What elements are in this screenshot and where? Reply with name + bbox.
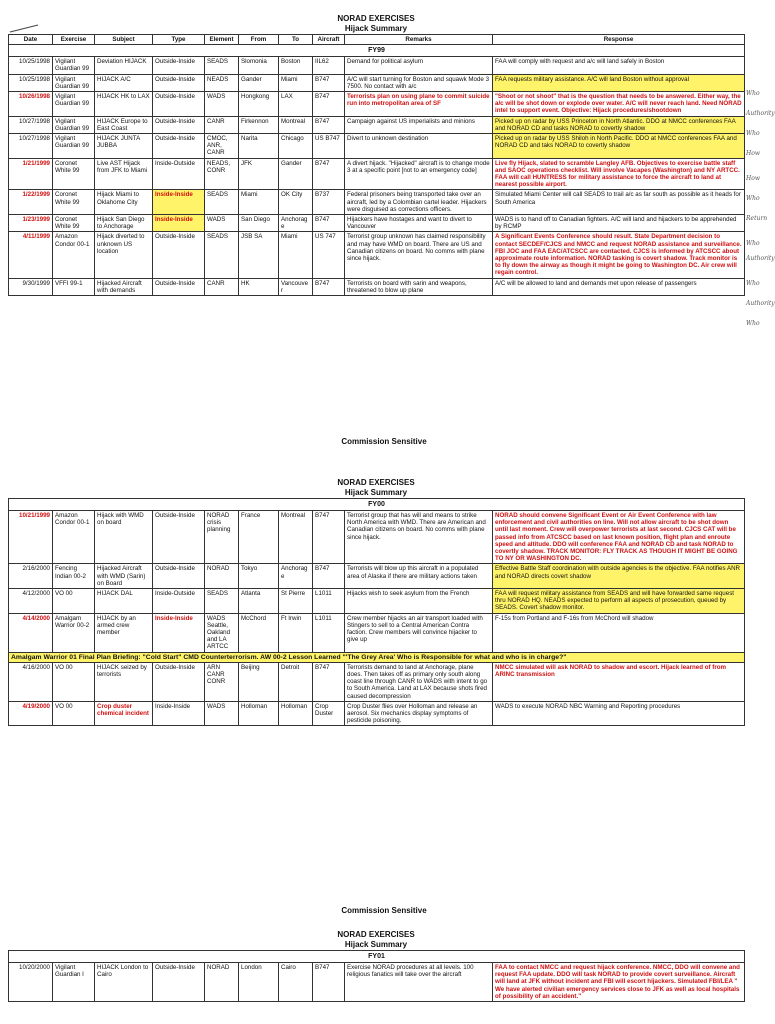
cell-response: FAA to contact NMCC and request hijack conference. NMCC, DDO will convene and request FAA update. DDO will task NORAD to provide covert surveillance. Aircraft will land at JFK without incident and FBI will escort hijackers. Simulated FBI/LEA " We have alerted civilian emergency services close to JFK as well as local hospitals of possibility of an accident." (493, 963, 745, 1002)
cell-to: LAX (279, 92, 313, 117)
margin-note: Who (746, 280, 760, 287)
cell-subject: Hijacked Aircraft with demands (95, 278, 153, 295)
cell-exercise: Vigilant Guardian 99 (53, 116, 95, 133)
cell-response: WADS is to hand off to Canadian fighters. A/C will land and hijackers to be apprehended by RCMP (493, 215, 745, 232)
cell-element: WADS (205, 215, 239, 232)
cell-remarks: Terrorist group that has will and means to strike North America with WMD. There are American and Canadian citizens on board. No comms with plane since hijack. (345, 511, 493, 564)
cell-remarks: Terrorists on board with sarin and weapons, threatened to blow up plane (345, 278, 493, 295)
cell-type: Outside-Inside (153, 278, 205, 295)
margin-note: Who (746, 240, 760, 247)
cell-exercise: Vigilant Guardian 99 (53, 134, 95, 159)
col-subject: Subject (95, 35, 153, 45)
cell-subject: Hijack diverted to unknown US location (95, 232, 153, 278)
cell-from: Atlanta (239, 589, 279, 614)
fy-label: FY99 (9, 45, 745, 57)
cell-to: St Pierre (279, 589, 313, 614)
cell-from: Beijing (239, 662, 279, 701)
cell-type: Outside-Inside (153, 74, 205, 91)
cell-element: ARN CANR CONR (205, 662, 239, 701)
cell-element: NORAD crisis planning (205, 511, 239, 564)
cell-date: 1/23/1999 (9, 215, 53, 232)
cell-date: 4/12/2000 (9, 589, 53, 614)
cell-date: 9/30/1999 (9, 278, 53, 295)
cell-from: McChord (239, 613, 279, 652)
cell-subject: HIJACK by an armed crew member (95, 613, 153, 652)
table-row (9, 215, 745, 232)
cell-type: Outside-Inside (153, 564, 205, 589)
cell-element: CMOC, ANR, CANR (205, 134, 239, 159)
cell-response: Effective Battle Staff coordination with outside agencies is the objective. FAA notifies ANR and NORAD directs covert shadow (493, 564, 745, 589)
margin-note: Authority (746, 300, 775, 307)
fy00-section (8, 478, 744, 726)
col-date: Date (9, 35, 53, 45)
cell-subject: Hijacked Aircraft with WMD (Sarin) on Board (95, 564, 153, 589)
cell-subject: Crop duster chemical incident (95, 701, 153, 726)
cell-from: Slomonia (239, 57, 279, 74)
cell-remarks: Hijackers have hostages and want to divert to Vancouver (345, 215, 493, 232)
col-type: Type (153, 35, 205, 45)
cell-response: NMCC simulated will ask NORAD to shadow and escort. Hijack learned of from ARINC transmission (493, 662, 745, 701)
fy-label: FY01 (9, 951, 745, 963)
lesson-learned-band (9, 652, 745, 662)
table-row (9, 613, 745, 652)
cell-exercise: VO 00 (53, 701, 95, 726)
table-row (9, 92, 745, 117)
table-row (9, 134, 745, 159)
cell-from: London (239, 963, 279, 1002)
cell-type: Outside-Inside (153, 57, 205, 74)
cell-date: 4/19/2000 (9, 701, 53, 726)
col-response: Response (493, 35, 745, 45)
cell-subject: Live AST Hijack from JFK to Miami (95, 158, 153, 190)
cell-element: WADS (205, 701, 239, 726)
cell-from: JSB SA (239, 232, 279, 278)
cell-to: Miami (279, 74, 313, 91)
cell-exercise: VO 00 (53, 662, 95, 701)
margin-note: How (746, 175, 760, 182)
margin-note: Authority (746, 110, 775, 117)
cell-remarks: Divert to unknown destination (345, 134, 493, 159)
cell-remarks: Terrorists will blow up this aircraft in a populated area of Alaska if there are military actions taken (345, 564, 493, 589)
margin-note: Return (746, 215, 768, 222)
cell-element: CANR (205, 116, 239, 133)
table-row (9, 589, 745, 614)
cell-type: Outside-Inside (153, 232, 205, 278)
cell-aircraft: B747 (313, 662, 345, 701)
cell-from: Narita (239, 134, 279, 159)
cell-response: Picked up on radar by USS Princeton in North Atlantic. DDO at NMCC conferences FAA and NORAD CD and tasks NORAD to covertly shadow (493, 116, 745, 133)
cell-to: Ft Irwin (279, 613, 313, 652)
cell-to: Cairo (279, 963, 313, 1002)
cell-exercise: Coronet White 99 (53, 158, 95, 190)
cell-exercise: Coronet White 99 (53, 215, 95, 232)
cell-subject: HIJACK London to Cairo (95, 963, 153, 1002)
cell-subject: HIJACK JUNTA JUBBA (95, 134, 153, 159)
cell-date: 4/14/2000 (9, 613, 53, 652)
cell-exercise: Vigilant Guardian 99 (53, 57, 95, 74)
cell-to: Detroit (279, 662, 313, 701)
cell-date: 10/20/2000 (9, 963, 53, 1002)
cell-to: Vancouver (279, 278, 313, 295)
cell-date: 10/25/1998 (9, 57, 53, 74)
cell-aircraft: B747 (313, 278, 345, 295)
cell-type: Outside-Inside (153, 92, 205, 117)
cell-subject: HIJACK DAL (95, 589, 153, 614)
cell-date: 1/22/1999 (9, 190, 53, 215)
cell-exercise: Vigilant Guardian 99 (53, 92, 95, 117)
cell-remarks: Exercise NORAD procedures at all levels. 100 religious fanatics will take over the aircraft (345, 963, 493, 1002)
cell-element: CANR (205, 278, 239, 295)
page-title: NORAD EXERCISES (337, 930, 415, 939)
table-row (9, 116, 745, 133)
cell-subject: HIJACK seized by terrorists (95, 662, 153, 701)
table-row (9, 511, 745, 564)
cell-to: Miami (279, 232, 313, 278)
table-row (9, 190, 745, 215)
cell-response: A Significant Events Conference should result. State Department decision to contact SECDEF/CJCS and NMCC and request NORAD assistance and surveillance. FBI JOC and FAA EAC/ATCSCC are contacted. CJCS is informed by ATCSCC about approximate route information. NORAD tasking is covert shadow. Track monitor is to fly down the airway as though it might be going to Washington DC. Air crew will regain control. (493, 232, 745, 278)
cell-to: Gander (279, 158, 313, 190)
cell-aircraft: B747 (313, 92, 345, 117)
cell-remarks: Terrorists demand to land at Anchorage, plane does. Then takes off as primary only south along coast line through CANR to WADS with intent to go to South America. Land at LAX because shots fired caused decompression (345, 662, 493, 701)
cell-exercise: Coronet White 99 (53, 190, 95, 215)
cell-response: "Shoot or not shoot" that is the question that needs to be answered. Either way, the a/c will be shot down or explode over water. A/C will never reach land. Need NORAD intel to support event. Objective: Hijack procedures/shootdown (493, 92, 745, 117)
cell-to: Montreal (279, 116, 313, 133)
cell-remarks: Hijacks wish to seek asylum from the French (345, 589, 493, 614)
cell-type: Outside-Inside (153, 662, 205, 701)
cell-type: Inside-Inside (153, 215, 205, 232)
cell-date: 1/21/1999 (9, 158, 53, 190)
cell-subject: Hijack San Diego to Anchorage (95, 215, 153, 232)
cell-date: 10/21/1999 (9, 511, 53, 564)
fy00-table (8, 498, 745, 726)
fy01-table (8, 950, 745, 1002)
cell-remarks: Demand for political asylum (345, 57, 493, 74)
cell-subject: Deviation HIJACK (95, 57, 153, 74)
cell-type: Outside-Inside (153, 511, 205, 564)
table-row (9, 232, 745, 278)
cell-from: HK (239, 278, 279, 295)
column-header-row (9, 35, 745, 45)
cell-aircraft: B747 (313, 158, 345, 190)
cell-response: WADS to execute NORAD NBC Warning and Reporting procedures (493, 701, 745, 726)
cell-date: 10/25/1998 (9, 74, 53, 91)
margin-note: How (746, 150, 760, 157)
cell-type: Inside-Outside (153, 158, 205, 190)
cell-element: NORAD (205, 963, 239, 1002)
margin-note: Who (746, 130, 760, 137)
cell-date: 4/11/1999 (9, 232, 53, 278)
cell-aircraft: B747 (313, 963, 345, 1002)
cell-to: Anchorage (279, 215, 313, 232)
fy-label: FY00 (9, 499, 745, 511)
cell-subject: Hijack Miami to Oklahome City (95, 190, 153, 215)
cell-type: Outside-Inside (153, 134, 205, 159)
cell-to: Chicago (279, 134, 313, 159)
cell-aircraft: B737 (313, 190, 345, 215)
cell-to: Anchorage (279, 564, 313, 589)
cell-date: 4/16/2000 (9, 662, 53, 701)
cell-element: NORAD (205, 564, 239, 589)
cell-from: France (239, 511, 279, 564)
cell-remarks: Crew member hijacks an air transport loaded with Stingers to sell to a Central American Contra faction. Crew members will convince hijacker to give up (345, 613, 493, 652)
cell-response: FAA will comply with request and a/c will land safely in Boston (493, 57, 745, 74)
cell-from: Tokyo (239, 564, 279, 589)
cell-exercise: VFFI 99-1 (53, 278, 95, 295)
cell-type: Inside-Inside (153, 613, 205, 652)
fy01-section (8, 930, 744, 1002)
cell-response: FAA requests military assistance. A/C will land Boston without approval (493, 74, 745, 91)
table-row (9, 564, 745, 589)
page-title: NORAD EXERCISES (337, 478, 415, 487)
table-row (9, 963, 745, 1002)
commission-sensitive-label: Commission Sensitive (341, 437, 427, 446)
table-row (9, 662, 745, 701)
col-from: From (239, 35, 279, 45)
cell-from: Firkennon (239, 116, 279, 133)
cell-to: Boston (279, 57, 313, 74)
cell-aircraft: L1011 (313, 613, 345, 652)
margin-note: Authority (746, 255, 775, 262)
cell-remarks: Crop Duster flies over Holloman and release an aerosol. Six mechanics display symptoms of pesticide poisoning. (345, 701, 493, 726)
cell-element: NEADS, CONR (205, 158, 239, 190)
cell-exercise: Vigilant Guardian 99 (53, 74, 95, 91)
cell-date: 10/26/1998 (9, 92, 53, 117)
cell-element: SEADS (205, 57, 239, 74)
cell-aircraft: L1011 (313, 589, 345, 614)
cell-response: Picked up on radar by USS Shiloh in North Pacific. DDO at NMCC conferences FAA and NORAD CD and taks NORAD to covertly shadow (493, 134, 745, 159)
margin-note: Who (746, 320, 760, 327)
cell-element: NEADS (205, 74, 239, 91)
cell-from: Holloman (239, 701, 279, 726)
fy99-section (8, 14, 744, 296)
cell-exercise: Amalgam Warrior 00-2 (53, 613, 95, 652)
col-exercise: Exercise (53, 35, 95, 45)
cell-exercise: Vigilant Guardian I (53, 963, 95, 1002)
col-remarks: Remarks (345, 35, 493, 45)
col-element: Element (205, 35, 239, 45)
cell-aircraft: IIL62 (313, 57, 345, 74)
cell-type: Inside-Inside (153, 701, 205, 726)
cell-to: OK City (279, 190, 313, 215)
cell-remarks: A divert hijack. "Hijacked" aircraft is to change mode 3 at a specific point [not to an emergency code] (345, 158, 493, 190)
margin-note: Who (746, 90, 760, 97)
cell-remarks: Terrorists plan on using plane to commit suicide run into metropolitan area of SF (345, 92, 493, 117)
cell-element: WADS (205, 92, 239, 117)
cell-aircraft: B747 (313, 116, 345, 133)
commission-sensitive-label: Commission Sensitive (341, 906, 427, 915)
cell-element: SEADS (205, 232, 239, 278)
cell-subject: HIJACK Europe to East Coast (95, 116, 153, 133)
cell-remarks: Campaign against US imperialists and minions (345, 116, 493, 133)
cell-aircraft: B747 (313, 74, 345, 91)
cell-response: Simulated Miami Center will call SEADS to trail a/c as far south as possible as it heads for South America (493, 190, 745, 215)
cell-date: 10/27/1998 (9, 116, 53, 133)
cell-to: Holloman (279, 701, 313, 726)
cell-aircraft: B747 (313, 511, 345, 564)
table-row (9, 278, 745, 295)
cell-aircraft: US B747 (313, 134, 345, 159)
cell-to: Montreal (279, 511, 313, 564)
cell-type: Outside-Inside (153, 116, 205, 133)
cell-exercise: Fencing Indian 00-2 (53, 564, 95, 589)
cell-type: Inside-Outside (153, 589, 205, 614)
cell-from: JFK (239, 158, 279, 190)
cell-aircraft: B747 (313, 215, 345, 232)
fy99-table (8, 34, 745, 296)
cell-exercise: Amazon Condor 00-1 (53, 511, 95, 564)
cell-subject: Hijack with WMD on board (95, 511, 153, 564)
cell-type: Outside-Inside (153, 963, 205, 1002)
cell-from: San Diego (239, 215, 279, 232)
cell-aircraft: US 747 (313, 232, 345, 278)
cell-response: F-15s from Portland and F-16s from McChord will shadow (493, 613, 745, 652)
page-subtitle: Hijack Summary (344, 940, 408, 949)
col-aircraft: Aircraft (313, 35, 345, 45)
cell-exercise: Amazon Condor 00-1 (53, 232, 95, 278)
page-subtitle: Hijack Summary (344, 24, 408, 33)
page-title: NORAD EXERCISES (337, 14, 415, 23)
cell-from: Hongkong (239, 92, 279, 117)
cell-aircraft: B747 (313, 564, 345, 589)
table-row (9, 158, 745, 190)
table-row (9, 57, 745, 74)
cell-remarks: Federal prisoners being transported take over an aircraft, led by a Colombian cartel leader. Hijackers were disguised as corrections officers. (345, 190, 493, 215)
cell-from: Miami (239, 190, 279, 215)
cell-element: WADS Seattle, Oakland and LA ARTCC (205, 613, 239, 652)
cell-response: A/C will be allowed to land and demands met upon release of passengers (493, 278, 745, 295)
cell-from: Gander (239, 74, 279, 91)
margin-note: Who (746, 195, 760, 202)
cell-date: 10/27/1998 (9, 134, 53, 159)
cell-exercise: VO 00 (53, 589, 95, 614)
cell-response: NORAD should convene Significant Event or Air Event Conference with law enforcement and civil authorities on line. Will not allow aircraft to be shot down until last moment. Crew will overpower terrorists at last second. CJCS CAT will be passed info from ATCSCC based on last known position, flight plan and enroute speed and altitude. DDO will conference FAA and NORAD CD and task NORAD to covertly shadow. TRACK MONITOR: FLY TRACK AS THOUGH IT MIGHT BE GOING TO NY OR WASHINGTON DC. (493, 511, 745, 564)
band-text: Amalgam Warrior 01 Final Plan Briefing: "Cold Start" CMD Counterterrorism. AW 00-2 Lesson Learned "'The Grey Area' Who is Responsible for what and who is in charge?" (9, 652, 745, 662)
cell-subject: HIJACK A/C (95, 74, 153, 91)
cell-date: 2/16/2000 (9, 564, 53, 589)
table-row (9, 701, 745, 726)
cell-aircraft: Crop Duster (313, 701, 345, 726)
cell-response: FAA will request military assistance from SEADS and will have forwarded same request thru NORAD HQ. NEADS expected to perform all aspects of prosecution, queued by SEADS. Covert shadow monitor. (493, 589, 745, 614)
cell-response: Live fly Hijack, slated to scramble Langley AFB. Objectives to exercise battle staff and SAOC operations checklist. Will involve Vacapes (Washington) and NY ARTCC. FAA will call HUNTRESS for military assistance to force the aircraft to land at nearest possible airport. (493, 158, 745, 190)
col-to: To (279, 35, 313, 45)
cell-element: SEADS (205, 190, 239, 215)
cell-type: Inside-Inside (153, 190, 205, 215)
cell-remarks: Terrorist group unknown has claimed responsibility and may have WMD on board. There are US and Canadian citizens on board. No comms with plane since hijack. (345, 232, 493, 278)
cell-element: SEADS (205, 589, 239, 614)
table-row (9, 74, 745, 91)
cell-subject: HIJACK HK to LAX (95, 92, 153, 117)
cell-remarks: A/C will start turning for Boston and squawk Mode 3 7500. No contact with a/c (345, 74, 493, 91)
page-subtitle: Hijack Summary (344, 488, 408, 497)
